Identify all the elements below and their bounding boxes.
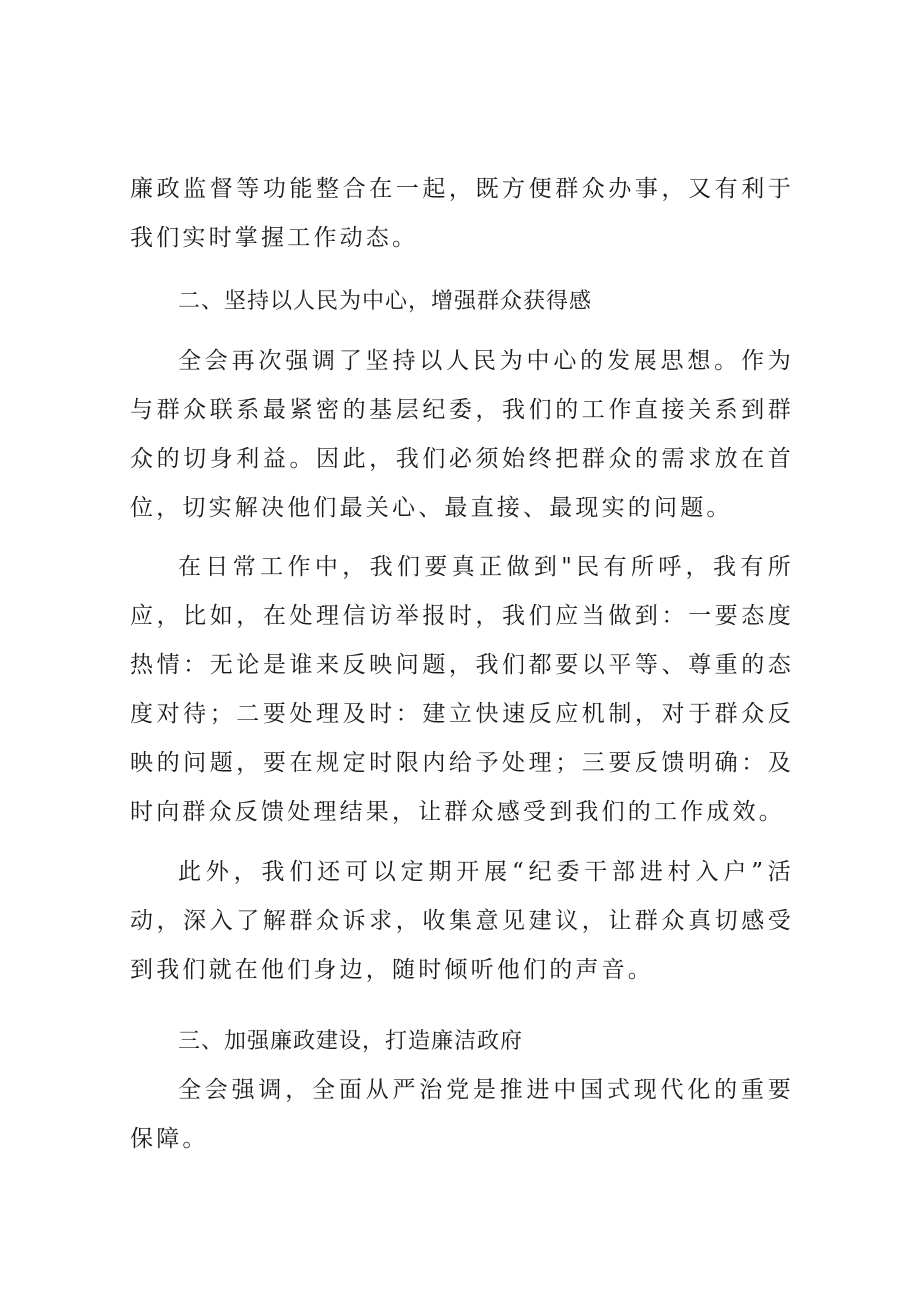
paragraph-people-centered: 全会再次强调了坚持以人民为中心的发展思想。作为与群众联系最紧密的基层纪委，我们的工作直接关系到群众的切身利益。因此，我们必须始终把群众的需求放在首位，切实解决他们最关心、最直接、最现实的问题。 [130, 348, 794, 521]
paragraph-village-visits: 此外，我们还可以定期开展“纪委干部进村入户”活动，深入了解群众诉求，收集意见建议，让群众真切感受到我们就在他们身边，随时倾听他们的声音。 [130, 859, 794, 983]
section-heading-three: 三、加强廉政建设，打造廉洁政府 [178, 1029, 524, 1054]
paragraph-strict-governance: 全会强调，全面从严治党是推进中国式现代化的重要保障。 [130, 1077, 794, 1152]
paragraph-continuation: 廉政监督等功能整合在一起，既方便群众办事，又有利于我们实时掌握工作动态。 [130, 176, 794, 251]
paragraph-daily-work: 在日常工作中，我们要真正做到"民有所呼，我有所应，比如，在处理信访举报时，我们应当做到：一要态度热情：无论是谁来反映问题，我们都要以平等、尊重的态度对待；二要处理及时：建立快速反应机制，对于群众反映的问题，要在规定时限内给予处理；三要反馈明确：及时向群众反馈处理结果，让群众感受到我们的工作成效。 [130, 554, 794, 825]
section-heading-two: 二、坚持以人民为中心，增强群众获得感 [178, 289, 593, 314]
